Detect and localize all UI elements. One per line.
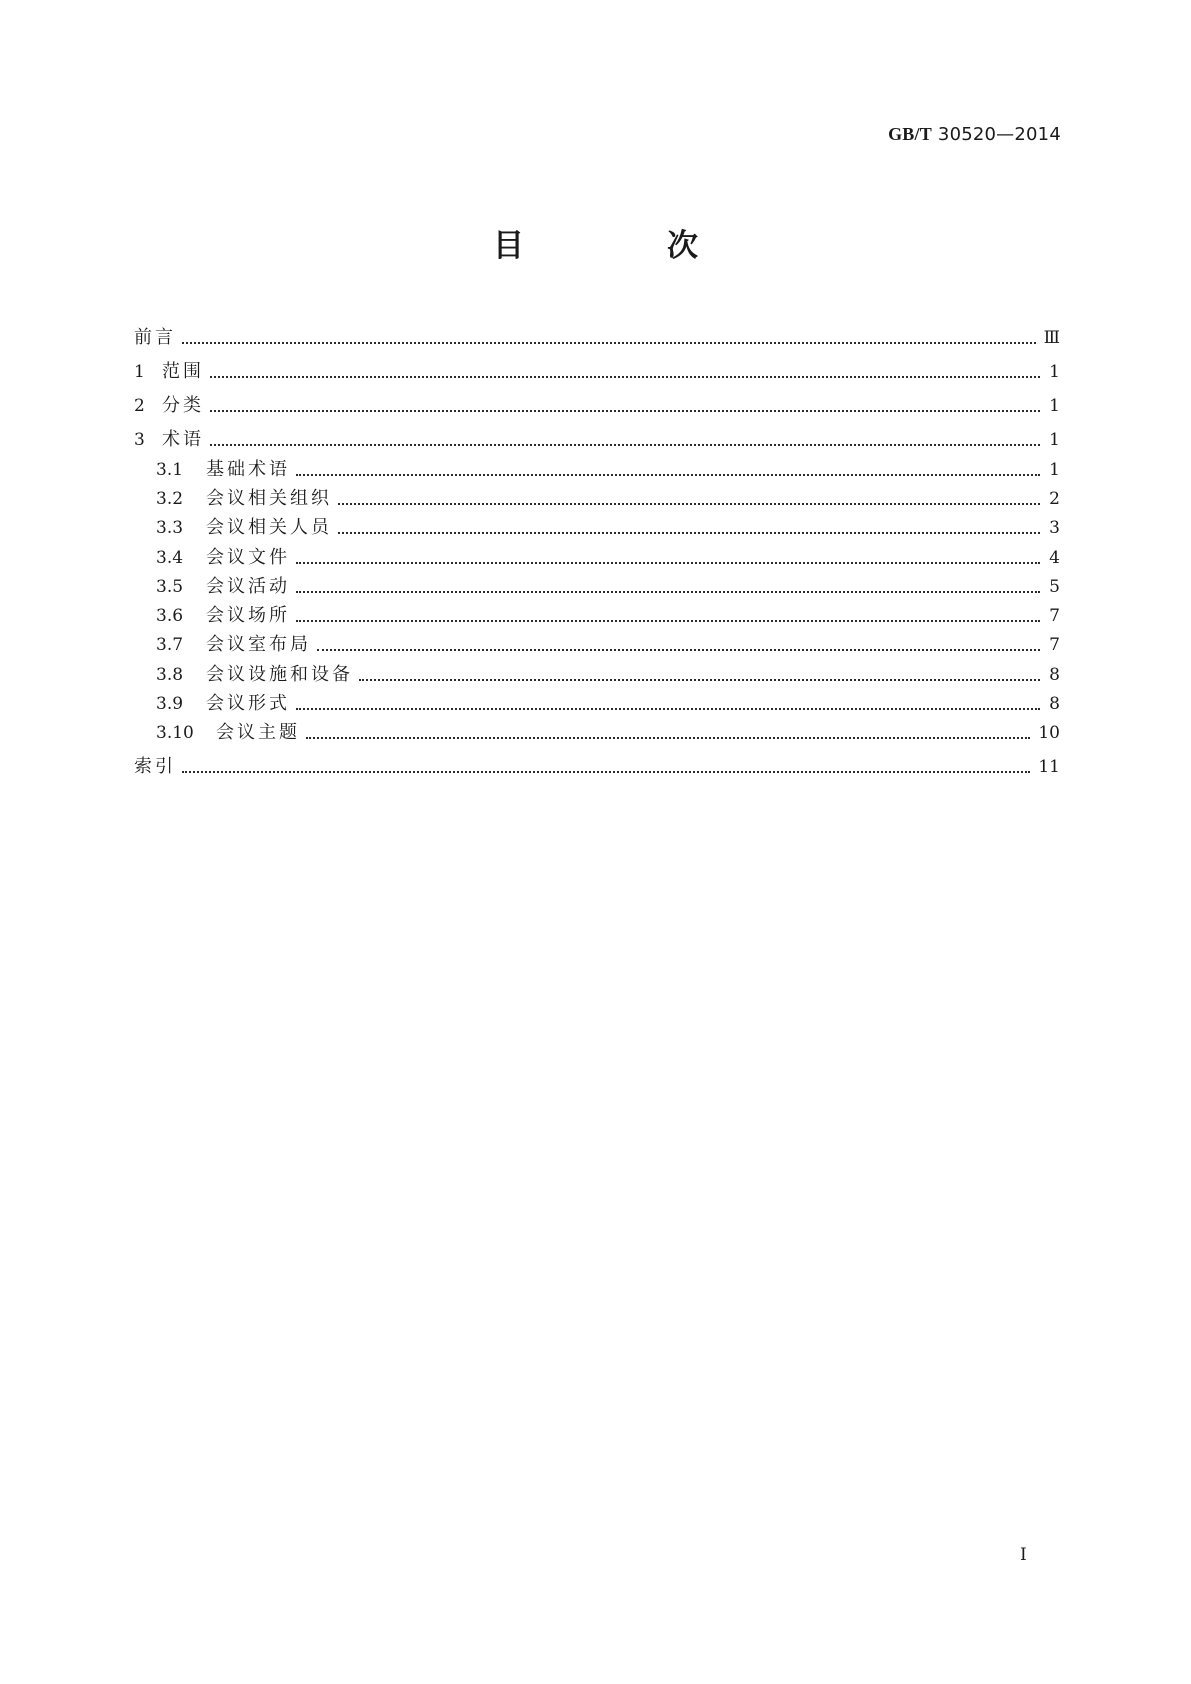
toc-entry-page: 8 [1049,665,1060,685]
dot-leader [296,577,1040,593]
toc-entry-number: 3.3 [156,518,184,538]
toc-entry-3-5[interactable] [134,575,1060,599]
toc-entry-number: 2 [134,396,145,416]
toc-entry-index[interactable] [134,755,1060,779]
standard-number: 30520—2014 [937,124,1061,145]
dot-leader [338,518,1040,534]
toc-entry-label: 会议活动 [206,576,290,597]
toc-entry-label: 会议相关人员 [206,517,332,538]
dot-leader [210,430,1040,446]
toc-entry-page: 3 [1049,518,1060,538]
toc-entry-page: 2 [1049,489,1060,509]
toc-entry-page: 4 [1049,548,1060,568]
toc-entry-3-10[interactable] [134,721,1060,745]
toc-entry-label: 会议室布局 [206,634,311,655]
toc-entry-terms[interactable] [134,428,1060,452]
toc-entry-label: 基础术语 [206,459,290,480]
standard-code: GB/T [888,124,932,144]
toc-entry-page: 5 [1049,577,1060,597]
dot-leader [296,694,1040,710]
toc-entry-page: 1 [1049,460,1060,480]
toc-entry-number: 3.8 [156,665,184,685]
toc-entry-number: 1 [134,362,145,382]
toc-entry-label: 术语 [162,429,204,450]
toc-entry-number: 3.9 [156,694,184,714]
toc-entry-number: 3.2 [156,489,184,509]
toc-entry-3-8[interactable] [134,663,1060,687]
toc-entry-label: 索引 [134,756,176,777]
dot-leader [296,460,1040,476]
toc-entry-page: 1 [1049,430,1060,450]
dot-leader [296,606,1040,622]
standard-number-header [888,124,1061,145]
dot-leader [338,489,1040,505]
toc-entry-number: 3.7 [156,635,184,655]
toc-entry-page: Ⅲ [1043,328,1060,348]
toc-entry-number: 3.5 [156,577,184,597]
toc-entry-3-6[interactable] [134,604,1060,628]
toc-entry-3-2[interactable] [134,487,1060,511]
toc-entry-label: 会议场所 [206,605,290,626]
toc-entry-3-4[interactable] [134,546,1060,570]
toc-entry-label: 会议相关组织 [206,488,332,509]
toc-entry-page: 11 [1038,757,1060,777]
toc-entry-3-9[interactable] [134,692,1060,716]
toc-entry-foreword[interactable] [134,326,1060,350]
toc-entry-page: 7 [1049,606,1060,626]
toc-entry-page: 1 [1049,396,1060,416]
toc-entry-3-1[interactable] [134,458,1060,482]
toc-entry-label: 前言 [134,327,176,348]
toc-entry-page: 8 [1049,694,1060,714]
page-title: 目 次 [493,228,754,264]
toc-entry-label: 分类 [162,395,204,416]
dot-leader [210,362,1040,378]
toc-entry-label: 范围 [162,361,204,382]
dot-leader [296,548,1040,564]
dot-leader [317,635,1040,651]
toc-entry-scope[interactable] [134,360,1060,384]
toc-entry-number: 3 [134,430,145,450]
dot-leader [359,665,1040,681]
toc-entry-3-3[interactable] [134,516,1060,540]
toc-entry-label: 会议形式 [206,693,290,714]
toc-entry-number: 3.4 [156,548,184,568]
toc-entry-page: 1 [1049,362,1060,382]
toc-entry-label: 会议主题 [216,722,300,743]
dot-leader [182,757,1030,773]
toc-entry-classification[interactable] [134,394,1060,418]
toc-entry-label: 会议文件 [206,547,290,568]
toc-entry-page: 7 [1049,635,1060,655]
dot-leader [306,723,1030,739]
toc-entry-label: 会议设施和设备 [206,664,353,685]
toc-entry-number: 3.10 [156,723,194,743]
toc-entry-page: 10 [1038,723,1060,743]
dot-leader [182,328,1036,344]
dot-leader [210,396,1040,412]
toc-entry-number: 3.6 [156,606,184,626]
toc-entry-number: 3.1 [156,460,184,480]
toc-entry-3-7[interactable] [134,633,1060,657]
page-number: Ⅰ [1020,1545,1027,1565]
